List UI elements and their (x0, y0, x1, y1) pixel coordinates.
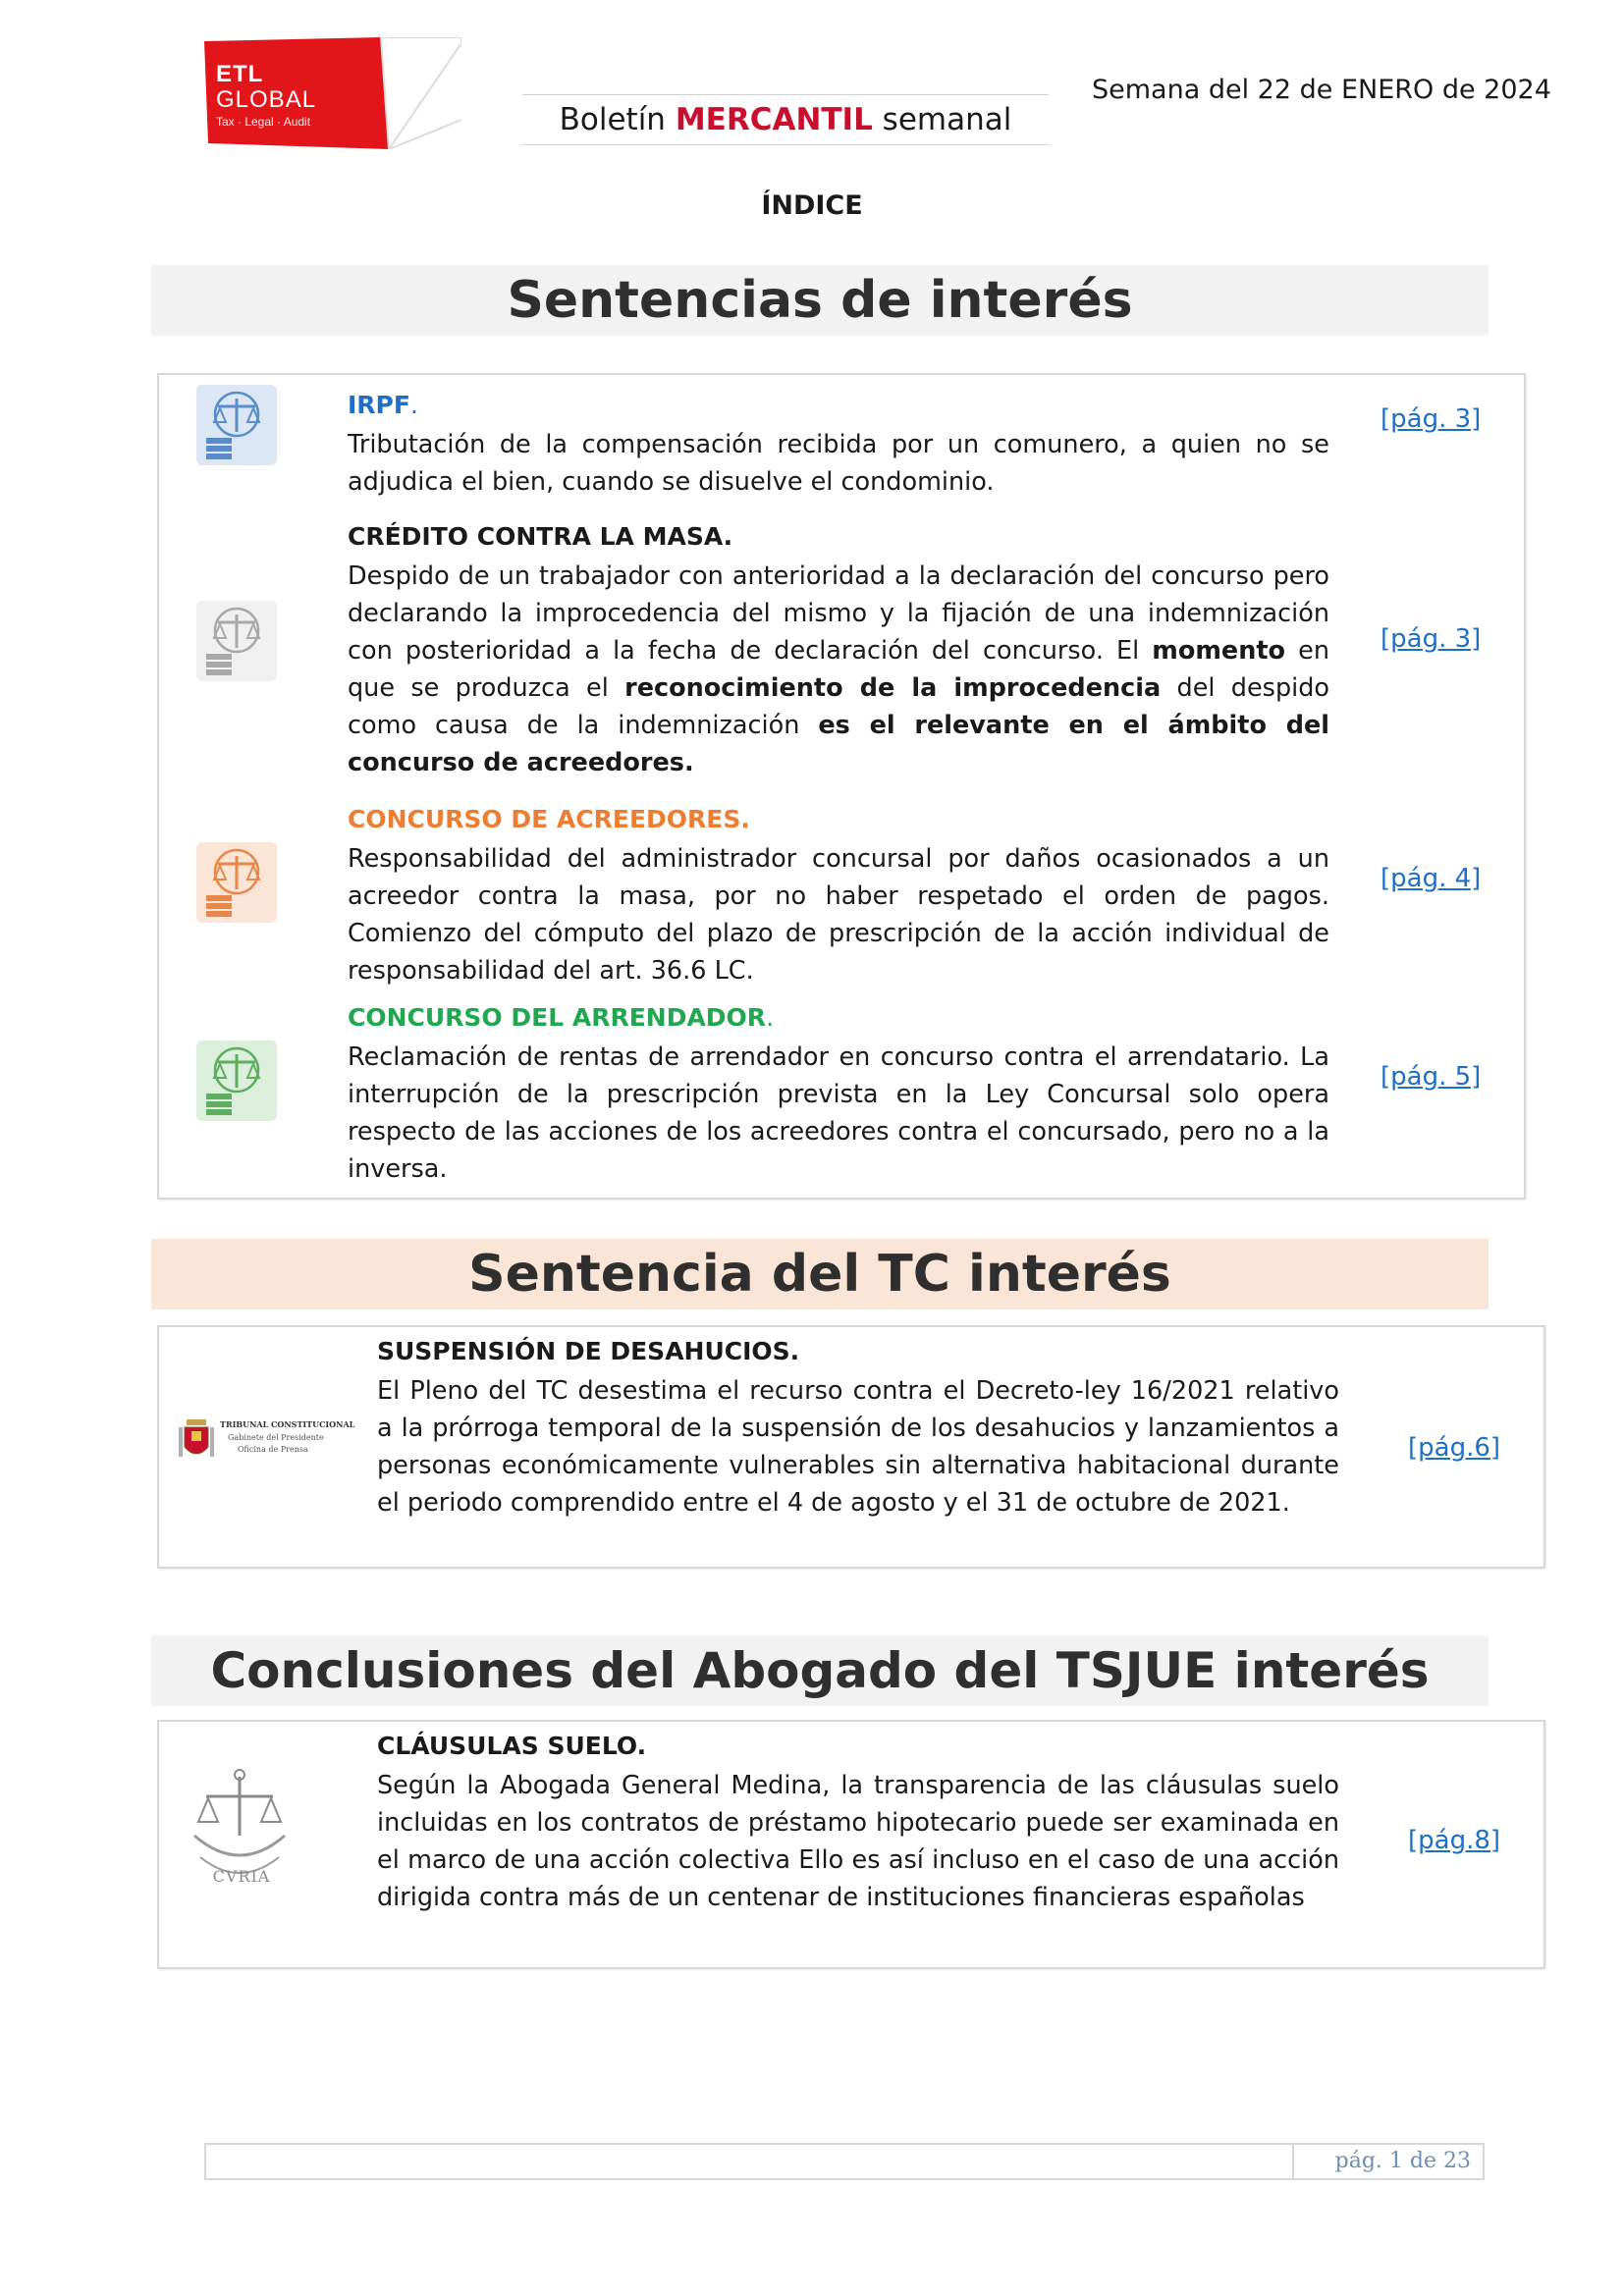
item-concurso-del-arrendador (348, 1001, 1329, 1188)
logo-etl: ETL (216, 61, 264, 87)
body-text: Despido de un trabajador con anterioridad a la declaración del concurso pero declarando la improcedencia del mismo y la fijación de una indemnización con posterioridad a la fecha de declaración del concurso. El (348, 561, 1329, 666)
page-link-concurso-arrendador[interactable]: [pág. 5] (1380, 1062, 1482, 1092)
item-title: SUSPENSIÓN DE DESAHUCIOS. (377, 1337, 800, 1365)
item-clausulas-suelo (377, 1730, 1339, 1916)
body-bold: reconocimiento de la improcedencia (624, 673, 1162, 703)
item-body: Responsabilidad del administrador concursal por daños ocasionados a un acreedor contra la masa, por no haber respetado el orden de pagos. Comienzo del cómputo del plazo de prescripción de la acción individual de responsabilidad del art. 36.6 LC. (348, 844, 1329, 986)
logo-global: GLOBAL (216, 86, 317, 113)
item-credito-contra-la-masa (348, 520, 1329, 781)
section-banner-tc: Sentencia del TC interés (151, 1239, 1489, 1309)
coat-of-arms-icon (179, 1417, 214, 1463)
scale-icon (196, 842, 277, 923)
logo-line-2: Gabinete del Presidente (228, 1433, 324, 1442)
tc-box (157, 1325, 1545, 1569)
scale-icon (196, 601, 277, 681)
bulletin-title (522, 94, 1049, 145)
sentencias-box (157, 373, 1526, 1200)
logo-line-3: Oficina de Prensa (238, 1445, 308, 1454)
bulletin-suffix: semanal (872, 102, 1012, 137)
page-link-desahucios[interactable]: [pág.6] (1408, 1433, 1501, 1463)
body-text: del despido como causa de la indemnización (348, 673, 1329, 740)
bulletin-highlight: MERCANTIL (675, 102, 873, 137)
logo-tagline: Tax · Legal · Audit (216, 115, 311, 129)
page-link-concurso-acreedores[interactable]: [pág. 4] (1380, 864, 1482, 893)
item-suspension-desahucios (377, 1335, 1339, 1522)
page-link-credito[interactable]: [pág. 3] (1380, 624, 1482, 654)
logo-line-1: TRIBUNAL CONSTITUCIONAL (220, 1419, 355, 1429)
tribunal-constitucional-logo (179, 1414, 355, 1472)
body-bold: momento (1152, 636, 1286, 666)
item-title-dot: . (766, 1003, 775, 1032)
item-title (348, 1001, 1329, 1035)
item-title: CLÁUSULAS SUELO. (377, 1732, 647, 1760)
cvria-logo-text: CVRIA (212, 1867, 271, 1886)
item-title-dot: . (409, 391, 418, 419)
tsjue-box (157, 1720, 1545, 1969)
item-irpf (348, 389, 1329, 501)
item-title-text: CONCURSO DEL ARRENDADOR (348, 1003, 767, 1032)
item-title: CONCURSO DE ACREEDORES. (348, 805, 750, 833)
item-title-text: IRPF (348, 391, 410, 419)
scale-icon (196, 1041, 277, 1121)
page-link-clausulas[interactable]: [pág.8] (1408, 1826, 1501, 1855)
section-banner-sentencias: Sentencias de interés (151, 265, 1489, 336)
page-link-irpf[interactable]: [pág. 3] (1380, 404, 1482, 434)
item-body: Reclamación de rentas de arrendador en concurso contra el arrendatario. La interrupción de la prescripción prevista en la Ley Concursal solo opera respecto de las acciones de los acreedores contra el concursado, pero no a la inversa. (348, 1042, 1329, 1184)
item-title: CRÉDITO CONTRA LA MASA. (348, 522, 733, 551)
item-body: Según la Abogada General Medina, la transparencia de las cláusulas suelo incluidas en los contratos de préstamo hipotecario puede ser examinada en el marco de una acción colectiva Ello es así incluso en el caso de una acción dirigida contra más de un centenar de instituciones financieras españolas (377, 1771, 1339, 1912)
item-body: Tributación de la compensación recibida por un comunero, a quien no se adjudica el bien, cuando se disuelve el condominio. (348, 430, 1329, 497)
body-text: en que se produzca el (348, 636, 1329, 703)
week-label: Semana del 22 de ENERO de 2024 (1092, 75, 1551, 105)
scale-icon (196, 385, 277, 465)
item-body (348, 558, 1329, 781)
footer-page-number: pág. 1 de 23 (1334, 2149, 1471, 2173)
body-bold: es el relevante en el ámbito del concurso de acreedores. (348, 711, 1330, 777)
index-title: ÍNDICE (761, 190, 863, 221)
bulletin-prefix: Boletín (559, 102, 676, 137)
item-body: El Pleno del TC desestima el recurso contra el Decreto-ley 16/2021 relativo a la prórroga temporal de la suspensión de los desahucios y lanzamientos a personas económicamente vulnerables sin alternativa habitacional durante el periodo comprendido entre el 4 de agosto y el 31 de octubre de 2021. (377, 1376, 1339, 1518)
footer-separator (1292, 2143, 1294, 2180)
footer-bar (204, 2143, 1485, 2180)
section-banner-tsjue: Conclusiones del Abogado del TSJUE interés (151, 1635, 1489, 1706)
item-title (348, 389, 1329, 422)
item-concurso-de-acreedores (348, 803, 1329, 989)
etl-global-logo (204, 37, 461, 149)
